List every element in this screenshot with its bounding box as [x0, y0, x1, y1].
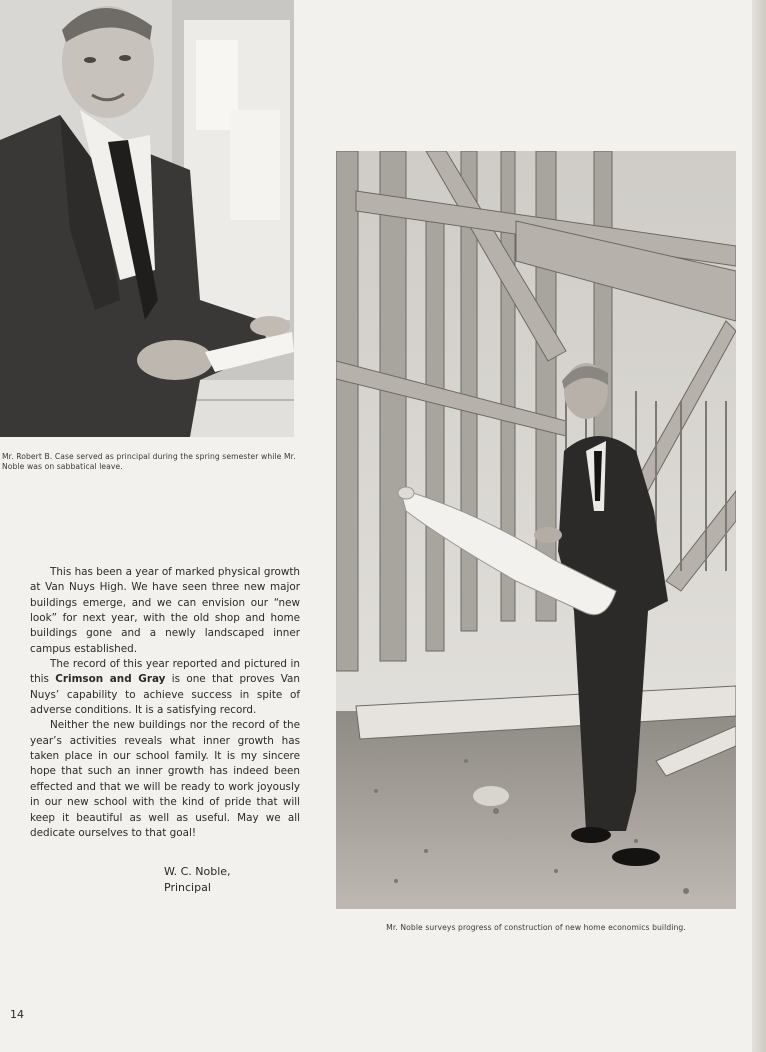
page-number: 14	[10, 1008, 24, 1021]
signature-block	[164, 864, 231, 896]
message-paragraph-2-end: is one that proves Van Nuys’ capability to achieve success in spite of adverse conditions. It is a satisfying record.	[30, 673, 300, 717]
principal-case-caption: Mr. Robert B. Case served as principal during the spring semester while Mr. Noble was on sabbatical leave.	[2, 452, 296, 471]
signature-title: Principal	[164, 881, 211, 894]
message-paragraph-2	[30, 657, 300, 718]
message-paragraph-1: This has been a year of marked physical growth at Van Nuys High. We have seen three new major buildings emerge, and we can envision our “new look” for next year, with the old shop and home buildings gone and a newly landscaped inner campus established.	[30, 566, 300, 655]
principal-case-photo	[0, 0, 294, 437]
noble-construction-photo	[336, 151, 736, 909]
message-paragraph-2-start: The record of this year reported and pictured in this	[30, 658, 300, 686]
yearbook-title: Crimson and Gray	[55, 673, 166, 686]
page-edge	[752, 0, 766, 1052]
principal-message	[30, 565, 300, 841]
message-paragraph-3: Neither the new buildings nor the record of the year’s activities reveals what inner growth has taken place in our school family. It is my sincere hope that such an inner growth has indeed been effected and that we will be ready to work joyously in our new school with the kind of pride that will keep it beautiful as well as useful. May we all dedicate ourselves to that goal!	[30, 719, 300, 839]
signature-name: W. C. Noble,	[164, 865, 231, 878]
noble-construction-caption: Mr. Noble surveys progress of construction of new home economics building.	[386, 923, 686, 932]
